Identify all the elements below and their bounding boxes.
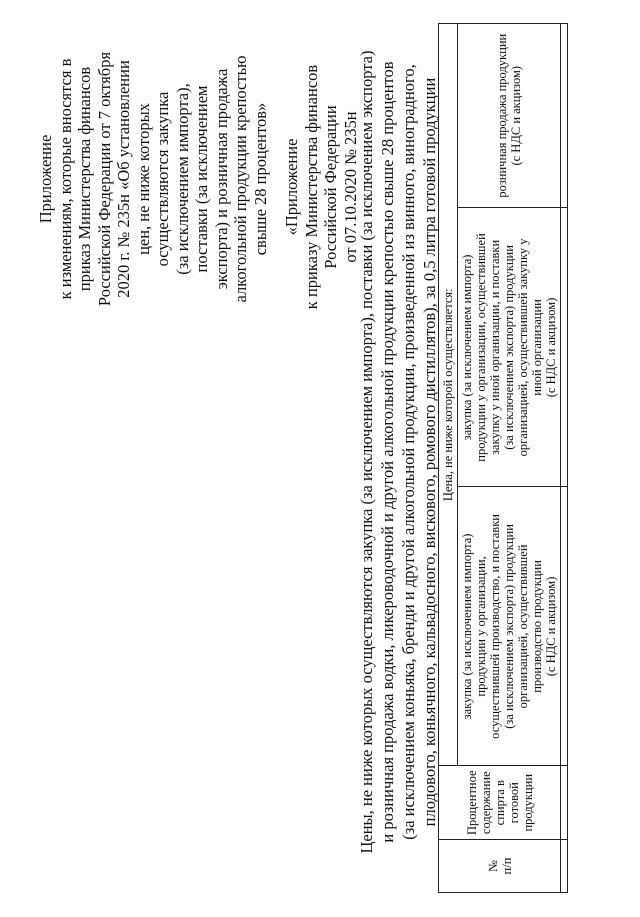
- table-cell: [561, 766, 568, 840]
- order-line: «Приложение: [282, 138, 301, 236]
- order-line: Российской Федерации: [321, 105, 340, 269]
- table-cell: [561, 208, 568, 487]
- table-row: [561, 24, 568, 893]
- appendix-line: к изменениям, которые вносятся в: [55, 58, 75, 300]
- title-line: плодового, коньячного, кальвадосного, вискового, ромового дистиллятов), за 0,5 литра готовой продукции: [420, 77, 439, 827]
- appendix-heading: [36, 29, 270, 329]
- appendix-line: осуществляются закупка: [153, 91, 172, 267]
- header-alcohol-percent: Процентное содержание спирта в готовой продукции: [439, 766, 561, 840]
- appendix-line: цен, не ниже которых: [133, 103, 153, 255]
- appendix-line: приказ Министерства финансов: [75, 66, 94, 292]
- price-table: [438, 23, 568, 893]
- table-cell: [561, 840, 568, 893]
- header-number: № п/п: [439, 840, 561, 893]
- appendix-line: Российской Федерации от 7 октября: [94, 51, 114, 307]
- header-price-group: Цена, не ниже которой осуществляется:: [439, 24, 458, 766]
- document-title: [356, 17, 440, 887]
- title-line: (за исключением коньяка, бренди и другой алкогольной продукции, произведенной из винного, виноградного,: [399, 64, 418, 840]
- title-line: Цены, не ниже которых осуществляются закупка (за исключением импорта), поставки (за исключением экспорта): [357, 50, 376, 854]
- header-producer-price: закупка (за исключением импорта) продукции у организации, осуществившей производство, и поставки (за исключением экспорта) продукции организацией, осуществившей производство продукции (с НДС и акцизом): [458, 487, 561, 766]
- appendix-line: (за исключением импорта),: [172, 83, 192, 275]
- appendix-line: 2020 г. № 235н «Об установлении: [114, 60, 133, 298]
- order-line: к приказу Министерства финансов: [301, 64, 321, 310]
- title-line: и розничная продажа водки, ликероводочной и другой алкогольной продукции крепостью свыше 28 процентов: [378, 61, 397, 843]
- appendix-line: алкогольной продукции крепостью: [231, 55, 250, 303]
- header-reseller-price: закупка (за исключением импорта) продукции у организации, осуществившей закупку у иной организации, и поставки (за исключением экспорта) продукции организацией, осуществившей закупку у иной организации (с НДС и акцизом): [458, 208, 561, 487]
- appendix-line: свыше 28 процентов»: [250, 102, 270, 256]
- order-line: от 07.10.2020 № 235н: [340, 111, 360, 263]
- appendix-line: Приложение: [36, 134, 55, 224]
- table-cell: [561, 487, 568, 766]
- header-retail-price: розничная продажа продукции (с НДС и акцизом): [458, 24, 561, 208]
- appendix-line: экспорта) и розничная продажа: [211, 68, 231, 290]
- order-reference: [282, 57, 360, 317]
- table-cell: [561, 24, 568, 208]
- appendix-line: поставки (за исключением: [192, 85, 211, 273]
